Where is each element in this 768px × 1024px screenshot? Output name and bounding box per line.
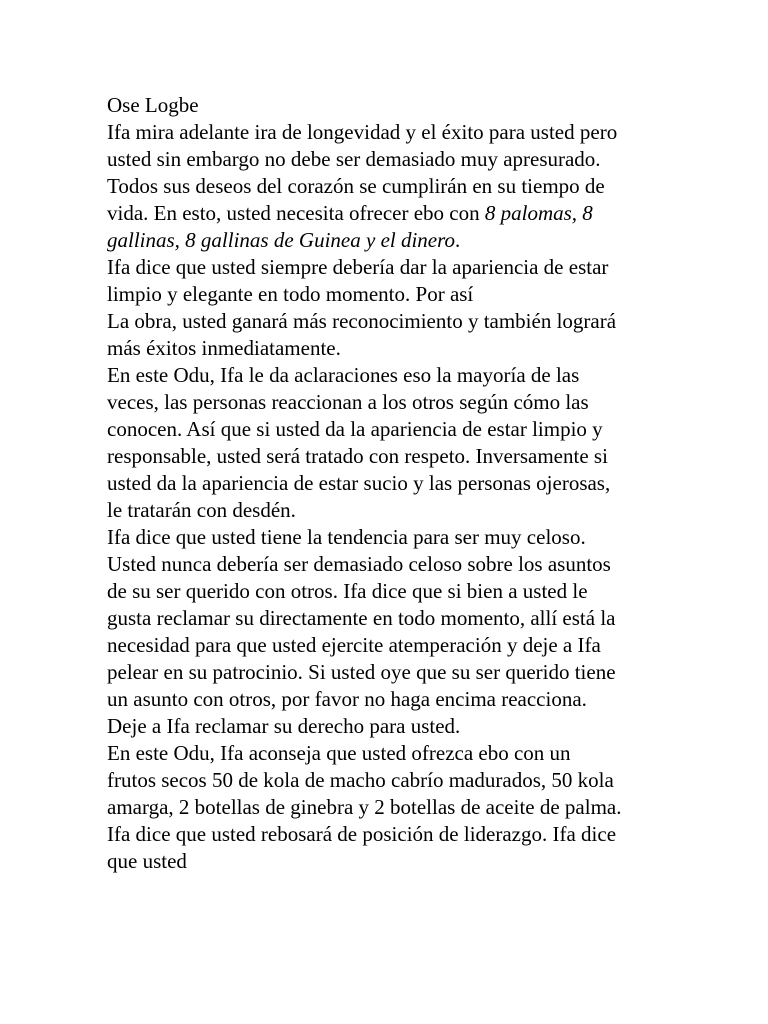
text-segment: La obra, usted ganará más reconocimiento y también logrará <box>107 309 617 333</box>
text-line <box>107 551 677 578</box>
document-page <box>107 92 677 875</box>
text-line <box>107 821 677 848</box>
text-line <box>107 740 677 767</box>
text-line <box>107 389 677 416</box>
text-segment: Usted nunca debería ser demasiado celoso sobre los asuntos <box>107 552 611 576</box>
text-line <box>107 686 677 713</box>
text-segment: Ifa dice que usted tiene la tendencia para ser muy celoso. <box>107 525 586 549</box>
text-line <box>107 281 677 308</box>
document-title <box>107 92 677 119</box>
text-segment: Ifa dice que usted rebosará de posición de liderazgo. Ifa dice <box>107 822 617 846</box>
text-segment: responsable, usted será tratado con respeto. Inversamente si <box>107 444 608 468</box>
text-segment: conocen. Así que si usted da la apariencia de estar limpio y <box>107 417 603 441</box>
text-segment: Ose Logbe <box>107 93 199 117</box>
text-line <box>107 308 677 335</box>
text-line <box>107 794 677 821</box>
text-segment: necesidad para que usted ejercite atemperación y deje a Ifa <box>107 633 601 657</box>
text-segment: que usted <box>107 849 187 873</box>
text-line <box>107 659 677 686</box>
text-line <box>107 335 677 362</box>
text-segment: le tratarán con desdén. <box>107 498 296 522</box>
text-segment: limpio y elegante en todo momento. Por así <box>107 282 474 306</box>
text-segment: En este Odu, Ifa le da aclaraciones eso la mayoría de las <box>107 363 580 387</box>
text-segment: . <box>455 228 461 252</box>
text-segment: veces, las personas reaccionan a los otros según cómo las <box>107 390 589 414</box>
text-segment: más éxitos inmediatamente. <box>107 336 341 360</box>
text-segment: Deje a Ifa reclamar su derecho para usted. <box>107 714 461 738</box>
text-segment: usted da la apariencia de estar sucio y las personas ojerosas, <box>107 471 611 495</box>
text-segment: frutos secos 50 de kola de macho cabrío madurados, 50 kola <box>107 768 614 792</box>
text-line <box>107 416 677 443</box>
text-line <box>107 362 677 389</box>
text-segment: En este Odu, Ifa aconseja que usted ofrezca ebo con un <box>107 741 571 765</box>
text-line <box>107 227 677 254</box>
italic-text: gallinas, 8 gallinas de Guinea y el dinero <box>107 228 456 252</box>
text-line <box>107 767 677 794</box>
text-segment: usted sin embargo no debe ser demasiado muy apresurado. <box>107 147 601 171</box>
text-line <box>107 200 677 227</box>
text-line <box>107 524 677 551</box>
text-line <box>107 470 677 497</box>
text-line <box>107 443 677 470</box>
text-segment: vida. En esto, usted necesita ofrecer ebo con <box>107 201 485 225</box>
text-segment: gusta reclamar su directamente en todo momento, allí está la <box>107 606 616 630</box>
text-line <box>107 632 677 659</box>
text-line <box>107 713 677 740</box>
text-line <box>107 497 677 524</box>
text-segment: Ifa dice que usted siempre debería dar la apariencia de estar <box>107 255 609 279</box>
text-segment: un asunto con otros, por favor no haga encima reacciona. <box>107 687 587 711</box>
text-segment: amarga, 2 botellas de ginebra y 2 botellas de aceite de palma. <box>107 795 622 819</box>
text-segment: pelear en su patrocinio. Si usted oye que su ser querido tiene <box>107 660 616 684</box>
text-segment: Ifa mira adelante ira de longevidad y el éxito para usted pero <box>107 120 618 144</box>
text-line <box>107 605 677 632</box>
text-segment: Todos sus deseos del corazón se cumplirán en su tiempo de <box>107 174 605 198</box>
text-segment: de su ser querido con otros. Ifa dice que si bien a usted le <box>107 579 588 603</box>
italic-text: 8 palomas, 8 <box>484 201 593 225</box>
text-line <box>107 848 677 875</box>
text-line <box>107 578 677 605</box>
text-line <box>107 254 677 281</box>
text-line <box>107 146 677 173</box>
text-line <box>107 173 677 200</box>
text-line <box>107 119 677 146</box>
